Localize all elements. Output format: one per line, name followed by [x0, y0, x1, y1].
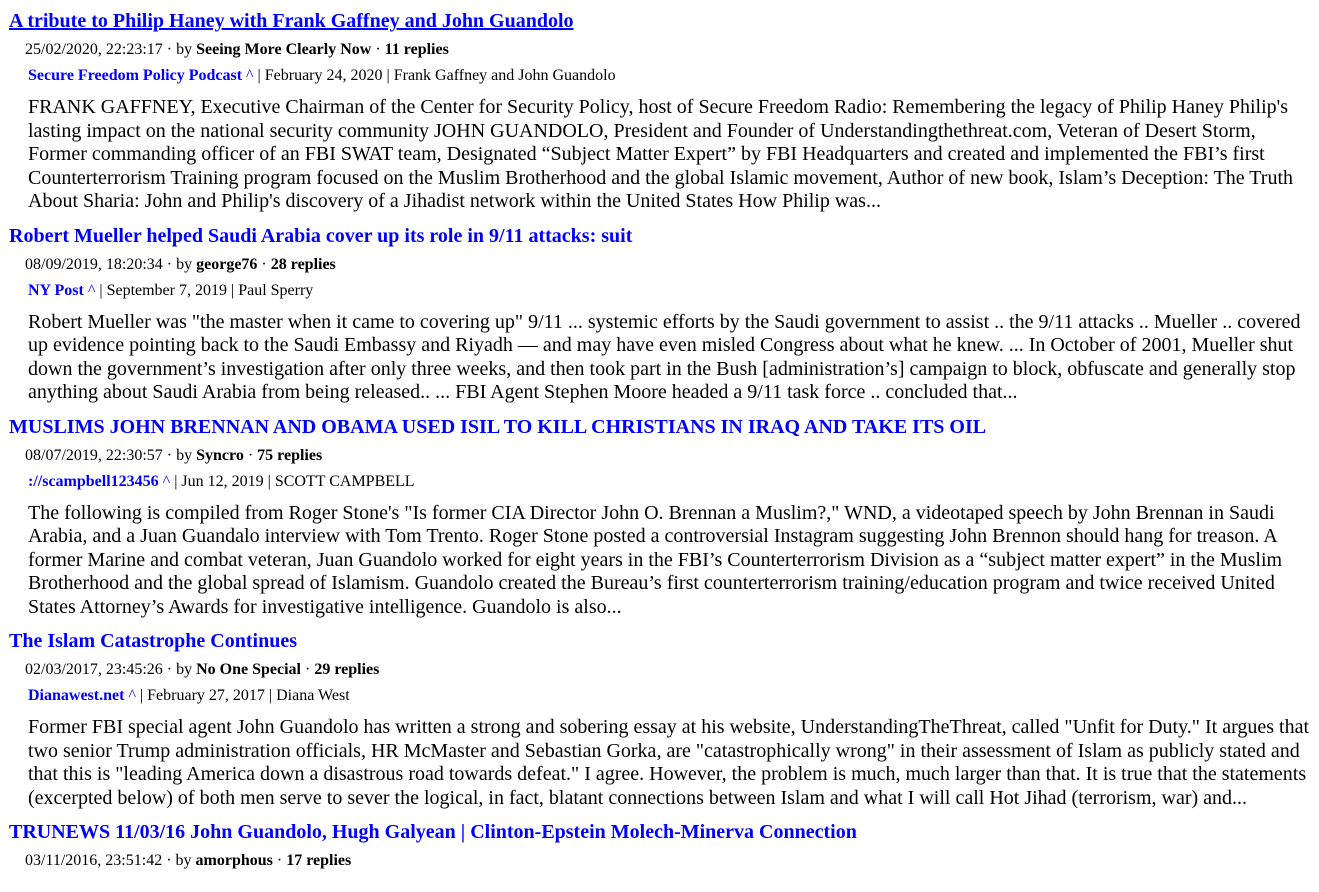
- source-byline: Paul Sperry: [238, 281, 314, 299]
- separator-dot: ·: [166, 41, 173, 58]
- source-caret-link[interactable]: ^: [87, 281, 96, 299]
- post-meta: [25, 661, 1309, 679]
- post-date: 03/11/2016, 23:51:42: [25, 852, 163, 869]
- source-date: February 24, 2020: [264, 67, 383, 84]
- post-author: No One Special: [196, 661, 301, 678]
- separator-dot: ·: [375, 41, 381, 58]
- post-title-link[interactable]: Robert Mueller helped Saudi Arabia cover up its role in 9/11 attacks: suit: [9, 224, 633, 247]
- post-date: 08/07/2019, 22:30:57: [25, 446, 163, 464]
- separator-dot: ·: [166, 446, 173, 464]
- post-title-link[interactable]: TRUNEWS 11/03/16 John Guandolo, Hugh Galyean | Clinton-Epstein Molech-Minerva Connection: [9, 821, 857, 843]
- post-item: [0, 10, 1319, 214]
- post-item: [0, 416, 1319, 620]
- post-item: [0, 630, 1319, 810]
- source-caret-link[interactable]: ^: [162, 472, 171, 490]
- post-replies: 75 replies: [257, 446, 323, 464]
- source-date: September 7, 2019: [106, 281, 227, 299]
- source-date: Jun 12, 2019: [181, 472, 264, 490]
- by-label: by: [176, 446, 193, 464]
- source-link[interactable]: Secure Freedom Policy Podcast: [28, 67, 243, 84]
- pipe-separator: |: [268, 687, 273, 704]
- post-meta: [25, 256, 1309, 274]
- pipe-separator: |: [174, 472, 178, 490]
- post-date: 02/03/2017, 23:45:26: [25, 661, 163, 678]
- separator-dot: ·: [261, 255, 267, 273]
- separator-dot: ·: [166, 255, 173, 273]
- source-caret-link[interactable]: ^: [128, 687, 136, 704]
- by-label: by: [176, 255, 193, 273]
- pipe-separator: |: [139, 687, 144, 704]
- post-title-link[interactable]: The Islam Catastrophe Continues: [9, 630, 297, 652]
- post-source-line: [28, 282, 1309, 300]
- pipe-separator: |: [257, 67, 261, 84]
- post-item: [0, 821, 1319, 870]
- separator-dot: ·: [276, 852, 283, 869]
- source-link[interactable]: ://scampbell123456: [28, 472, 159, 490]
- post-date: 08/09/2019, 18:20:34: [25, 255, 163, 273]
- post-meta: [25, 41, 1309, 59]
- separator-dot: ·: [305, 661, 311, 678]
- post-replies: 11 replies: [384, 41, 449, 58]
- by-label: by: [176, 661, 193, 678]
- post-replies: 17 replies: [286, 852, 352, 869]
- post-excerpt: The following is compiled from Roger Stone's "Is former CIA Director John O. Brennan a Muslim?," WND, a videotaped speech by John Brennan in Saudi Arabia, and a Juan Guandalo interview with Tom Trento. Roger Stone posted a controversial Instagram suggesting John Brennon should hang for treason. A former Marine and combat veteran, Juan Guandolo worked for eight years in the FBI’s Counterterrorism Division as a “subject matter expert” in the Muslim Brotherhood and the global spread of Islamism. Guandolo created the Bureau’s first counterterrorism training/education program and twice received United States Attorney’s Awards for investigative intelligence. Guandolo is also...: [28, 501, 1283, 618]
- post-author: george76: [196, 255, 258, 273]
- post-excerpt: Former FBI special agent John Guandolo has written a strong and sobering essay at his website, UnderstandingTheThreat, called "Unfit for Duty." It argues that two senior Trump administration officials, HR McMaster and Sebastian Gorka, are "catastrophically wrong" in their assessment of Islam as publicly stated and that this is "leading America down a disastrous road towards defeat." I agree. However, the problem is much, much larger than that. It is true that the statements (excerpted below) of both men serve to sever the logical, in fact, blatant connections between Islam and what I will call Hot Jihad (terrorism, war) and...: [28, 716, 1310, 809]
- source-byline: Diana West: [276, 687, 350, 704]
- pipe-separator: |: [230, 281, 235, 299]
- source-byline: Frank Gaffney and John Guandolo: [393, 67, 616, 84]
- pipe-separator: |: [267, 472, 271, 490]
- post-author: amorphous: [195, 852, 273, 869]
- source-link[interactable]: NY Post: [28, 281, 84, 299]
- source-link[interactable]: Dianawest.net: [28, 687, 125, 704]
- source-date: February 27, 2017: [147, 687, 265, 704]
- separator-dot: ·: [166, 852, 172, 869]
- separator-dot: ·: [166, 661, 173, 678]
- post-item: [0, 225, 1319, 405]
- pipe-separator: |: [386, 67, 390, 84]
- post-source-line: [28, 473, 1309, 491]
- post-excerpt: Robert Mueller was "the master when it came to covering up" 9/11 ... systemic efforts by the Saudi government to assist .. the 9/11 attacks .. Mueller .. covered up evidence pointing back to the Saudi Embassy and Riyadh — and may have even misled Congress about what he knew. ... In October of 2001, Mueller shut down the government’s investigation after only three weeks, and then took part in the Bush [administration’s] campaign to block, obfuscate and generally stop anything about Saudi Arabia from being released.. ... FBI Agent Stephen Moore headed a 9/11 task force .. concluded that...: [28, 310, 1301, 403]
- post-author: Syncro: [196, 446, 244, 464]
- by-label: by: [175, 852, 192, 869]
- post-excerpt: FRANK GAFFNEY, Executive Chairman of the Center for Security Policy, host of Secure Freedom Radio: Remembering the legacy of Philip Haney Philip's lasting impact on the national security community JOHN GUANDOLO, President and Founder of Understandingthethreat.com, Veteran of Desert Storm, Former commanding officer of an FBI SWAT team, Designated “Subject Matter Expert” by FBI Headquarters and created and implemented the FBI’s first Counterterrorism Training program focused on the Muslim Brotherhood and the global Islamic movement, Author of new book, Islam’s Deception: The Truth About Sharia: John and Philip's discovery of a Jihadist network within the United States How Philip was...: [28, 96, 1294, 212]
- source-caret-link[interactable]: ^: [246, 67, 254, 84]
- separator-dot: ·: [247, 446, 254, 464]
- post-title-link[interactable]: A tribute to Philip Haney with Frank Gaffney and John Guandolo: [9, 10, 574, 32]
- post-replies: 29 replies: [314, 661, 380, 678]
- post-source-line: [28, 687, 1309, 705]
- post-meta: [25, 447, 1309, 465]
- by-label: by: [176, 41, 193, 58]
- post-title-link[interactable]: MUSLIMS JOHN BRENNAN AND OBAMA USED ISIL TO KILL CHRISTIANS IN IRAQ AND TAKE ITS OIL: [9, 415, 987, 438]
- post-meta: [25, 852, 1309, 870]
- post-author: Seeing More Clearly Now: [196, 41, 372, 58]
- post-source-line: [28, 67, 1309, 85]
- post-replies: 28 replies: [270, 255, 336, 273]
- source-byline: SCOTT CAMPBELL: [274, 472, 415, 490]
- post-date: 25/02/2020, 22:23:17: [25, 41, 163, 58]
- pipe-separator: |: [99, 281, 103, 299]
